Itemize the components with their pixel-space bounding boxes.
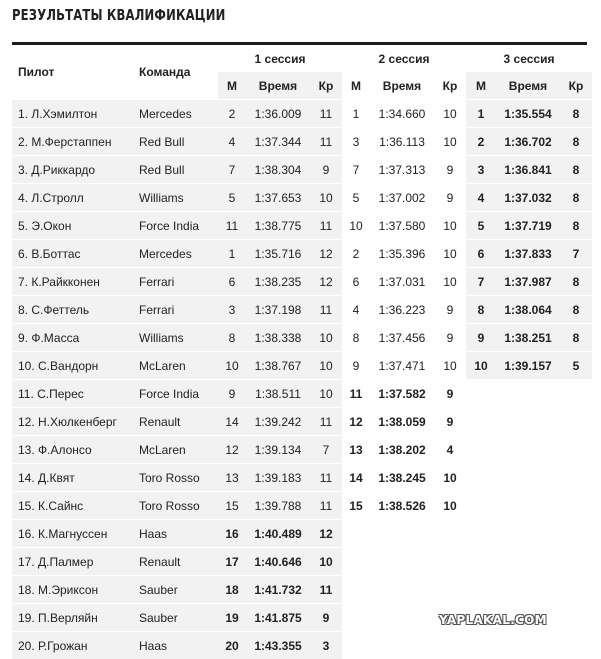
empty-cell [496,491,560,519]
session-1-laps: 11 [310,407,342,435]
table-row [12,575,592,603]
empty-cell [560,379,592,407]
header-team: Команда [139,65,191,79]
session-1-position: 8 [218,323,246,351]
session-1-time: 1:39.242 [246,407,310,435]
session-3-position: 2 [466,127,496,155]
session-2-laps: 9 [434,155,466,183]
session-2-position: 2 [342,239,370,267]
session-3-time: 1:37.032 [496,183,560,211]
session-1-laps: 10 [310,379,342,407]
session-2-laps: 9 [434,323,466,351]
session-3-position: 7 [466,267,496,295]
empty-cell [466,491,496,519]
session-2-position: 1 [342,99,370,127]
session-1-laps: 12 [310,239,342,267]
session-2-laps: 10 [434,491,466,519]
table-row [12,491,592,519]
header-session-2: 2 сессия [378,51,430,66]
session-2-position: 12 [342,407,370,435]
header-pos: М [351,78,361,93]
team-name: Toro Rosso [133,491,218,519]
team-name: Mercedes [133,99,218,127]
team-name: Williams [133,183,218,211]
session-1-time: 1:39.788 [246,491,310,519]
session-1-laps: 10 [310,183,342,211]
empty-cell [560,603,592,631]
session-2-time: 1:37.471 [370,351,434,379]
qualifying-results-table [12,45,592,659]
table-row [12,435,592,463]
pilot-name: 7. К.Райкконен [12,267,133,295]
session-3-laps: 8 [560,155,592,183]
empty-cell [466,575,496,603]
session-1-laps: 11 [310,211,342,239]
session-1-laps: 10 [310,351,342,379]
pilot-name: 4. Л.Стролл [12,183,133,211]
session-2-time: 1:37.580 [370,211,434,239]
empty-cell [342,575,370,603]
header-laps: Кр [310,72,342,99]
session-2-position: 7 [342,155,370,183]
empty-cell [342,603,370,631]
session-2-position: 15 [342,491,370,519]
empty-cell [466,631,496,659]
session-1-position: 12 [218,435,246,463]
session-2-position: 8 [342,323,370,351]
session-1-time: 1:39.134 [246,435,310,463]
session-3-position: 4 [466,183,496,211]
session-2-time: 1:35.396 [370,239,434,267]
empty-cell [370,575,434,603]
session-1-time: 1:41.875 [246,603,310,631]
session-2-laps: 9 [434,295,466,323]
session-1-position: 14 [218,407,246,435]
session-1-time: 1:41.732 [246,575,310,603]
session-1-position: 2 [218,99,246,127]
session-3-laps: 8 [560,211,592,239]
session-2-laps: 4 [434,435,466,463]
table-row [12,211,592,239]
session-3-laps: 8 [560,323,592,351]
session-3-laps: 5 [560,351,592,379]
session-2-laps: 10 [434,463,466,491]
table-row [12,155,592,183]
session-1-laps: 9 [310,603,342,631]
team-name: McLaren [133,351,218,379]
session-2-time: 1:38.202 [370,435,434,463]
session-3-time: 1:35.554 [496,99,560,127]
session-3-time: 1:38.251 [496,323,560,351]
session-2-time: 1:38.245 [370,463,434,491]
session-1-position: 7 [218,155,246,183]
table-row [12,267,592,295]
empty-cell [370,631,434,659]
session-1-position: 10 [218,351,246,379]
table-row [12,323,592,351]
empty-cell [496,547,560,575]
pilot-name: 18. М.Эриксон [12,575,133,603]
session-3-time: 1:37.833 [496,239,560,267]
session-3-position: 6 [466,239,496,267]
team-name: Sauber [133,603,218,631]
session-1-position: 16 [218,519,246,547]
empty-cell [466,463,496,491]
session-1-position: 15 [218,491,246,519]
session-2-time: 1:36.223 [370,295,434,323]
empty-cell [434,547,466,575]
session-1-time: 1:37.653 [246,183,310,211]
session-1-time: 1:38.767 [246,351,310,379]
session-3-time: 1:38.064 [496,295,560,323]
session-1-position: 3 [218,295,246,323]
session-1-laps: 11 [310,127,342,155]
table-row [12,351,592,379]
table-row [12,183,592,211]
header-row-sessions [12,45,592,72]
table-row [12,295,592,323]
pilot-name: 15. К.Сайнс [12,491,133,519]
team-name: Mercedes [133,239,218,267]
empty-cell [466,519,496,547]
pilot-name: 16. К.Магнуссен [12,519,133,547]
team-name: Ferrari [133,295,218,323]
session-2-laps: 10 [434,239,466,267]
session-1-laps: 3 [310,631,342,659]
pilot-name: 5. Э.Окон [12,211,133,239]
session-3-laps: 7 [560,239,592,267]
pilot-name: 20. Р.Грожан [12,631,133,659]
session-1-laps: 12 [310,267,342,295]
session-3-laps: 8 [560,295,592,323]
team-name: Sauber [133,575,218,603]
session-2-time: 1:37.031 [370,267,434,295]
header-laps: Кр [560,72,592,99]
table-row [12,407,592,435]
team-name: Toro Rosso [133,463,218,491]
session-1-position: 6 [218,267,246,295]
pilot-name: 9. Ф.Масса [12,323,133,351]
team-name: Haas [133,519,218,547]
session-2-time: 1:37.313 [370,155,434,183]
session-2-position: 6 [342,267,370,295]
session-1-time: 1:35.716 [246,239,310,267]
session-1-position: 9 [218,379,246,407]
session-2-laps: 10 [434,351,466,379]
empty-cell [560,575,592,603]
session-2-position: 10 [342,211,370,239]
header-time: Время [496,72,560,99]
session-2-position: 5 [342,183,370,211]
empty-cell [560,407,592,435]
team-name: Force India [133,379,218,407]
session-1-position: 17 [218,547,246,575]
session-2-position: 3 [342,127,370,155]
team-name: Red Bull [133,155,218,183]
session-1-laps: 9 [310,155,342,183]
team-name: Haas [133,631,218,659]
session-3-time: 1:36.702 [496,127,560,155]
session-1-time: 1:38.304 [246,155,310,183]
session-2-laps: 9 [434,407,466,435]
session-1-position: 13 [218,463,246,491]
empty-cell [466,407,496,435]
session-1-time: 1:39.183 [246,463,310,491]
session-1-time: 1:40.489 [246,519,310,547]
watermark: YAPLAKAL.COM [439,613,547,627]
table-row [12,239,592,267]
pilot-name: 13. Ф.Алонсо [12,435,133,463]
session-1-position: 19 [218,603,246,631]
empty-cell [466,547,496,575]
pilot-name: 17. Д.Палмер [12,547,133,575]
session-2-laps: 10 [434,267,466,295]
session-3-laps: 8 [560,183,592,211]
team-name: McLaren [133,435,218,463]
table-row [12,463,592,491]
team-name: Renault [133,547,218,575]
table-row [12,127,592,155]
pilot-name: 2. М.Ферстаппен [12,127,133,155]
session-1-time: 1:36.009 [246,99,310,127]
team-name: Red Bull [133,127,218,155]
header-pos: М [466,72,496,99]
pilot-name: 19. П.Верляйн [12,603,133,631]
session-3-time: 1:37.719 [496,211,560,239]
session-2-position: 14 [342,463,370,491]
session-1-laps: 11 [310,491,342,519]
empty-cell [496,575,560,603]
empty-cell [496,519,560,547]
session-2-position: 9 [342,351,370,379]
session-2-laps: 9 [434,183,466,211]
header-pos: М [218,72,246,99]
session-2-time: 1:37.002 [370,183,434,211]
pilot-name: 10. С.Вандорн [12,351,133,379]
pilot-name: 12. Н.Хюлкенберг [12,407,133,435]
session-3-time: 1:36.841 [496,155,560,183]
empty-cell [434,575,466,603]
session-1-laps: 10 [310,547,342,575]
empty-cell [560,435,592,463]
pilot-name: 14. Д.Квят [12,463,133,491]
session-1-position: 1 [218,239,246,267]
session-3-laps: 8 [560,267,592,295]
empty-cell [560,519,592,547]
empty-cell [370,603,434,631]
session-2-time: 1:38.059 [370,407,434,435]
session-1-time: 1:43.355 [246,631,310,659]
header-session-1: 1 сессия [254,51,306,66]
session-1-time: 1:38.338 [246,323,310,351]
session-2-laps: 10 [434,99,466,127]
table-row [12,519,592,547]
empty-cell [370,519,434,547]
session-1-time: 1:38.511 [246,379,310,407]
team-name: Williams [133,323,218,351]
session-2-time: 1:38.526 [370,491,434,519]
session-1-position: 4 [218,127,246,155]
empty-cell [342,519,370,547]
table-row [12,379,592,407]
session-1-laps: 12 [310,519,342,547]
session-3-time: 1:37.987 [496,267,560,295]
header-laps: Кр [442,78,458,93]
session-2-time: 1:37.456 [370,323,434,351]
session-2-time: 1:36.113 [370,127,434,155]
header-time: Время [246,72,310,99]
header-session-3: 3 сессия [503,51,555,66]
session-2-laps: 10 [434,211,466,239]
session-3-position: 8 [466,295,496,323]
session-2-position: 4 [342,295,370,323]
pilot-name: 8. С.Феттель [12,295,133,323]
empty-cell [496,435,560,463]
empty-cell [560,463,592,491]
session-2-position: 13 [342,435,370,463]
pilot-name: 3. Д.Риккардо [12,155,133,183]
empty-cell [496,379,560,407]
session-1-position: 18 [218,575,246,603]
empty-cell [434,631,466,659]
session-3-position: 3 [466,155,496,183]
table-row [12,99,592,127]
empty-cell [496,463,560,491]
session-1-position: 5 [218,183,246,211]
pilot-name: 11. С.Перес [12,379,133,407]
session-3-laps: 8 [560,127,592,155]
table-row [12,547,592,575]
session-1-laps: 11 [310,575,342,603]
empty-cell [434,519,466,547]
session-3-laps: 8 [560,99,592,127]
session-1-time: 1:38.235 [246,267,310,295]
session-3-time: 1:39.157 [496,351,560,379]
empty-cell [466,435,496,463]
session-2-position: 11 [342,379,370,407]
pilot-name: 6. В.Боттас [12,239,133,267]
page-title: РЕЗУЛЬТАТЫ КВАЛИФИКАЦИИ [12,6,226,24]
empty-cell [466,379,496,407]
session-1-time: 1:40.646 [246,547,310,575]
team-name: Renault [133,407,218,435]
results-body [12,99,592,659]
header-pilot: Пилот [18,65,55,79]
empty-cell [342,631,370,659]
header-time: Время [382,78,422,93]
empty-cell [496,407,560,435]
session-3-position: 5 [466,211,496,239]
session-3-position: 10 [466,351,496,379]
session-2-laps: 10 [434,127,466,155]
session-1-position: 11 [218,211,246,239]
empty-cell [560,491,592,519]
empty-cell [560,547,592,575]
empty-cell [342,547,370,575]
team-name: Force India [133,211,218,239]
session-1-time: 1:37.198 [246,295,310,323]
session-1-time: 1:37.344 [246,127,310,155]
session-2-time: 1:37.582 [370,379,434,407]
session-2-time: 1:34.660 [370,99,434,127]
session-1-laps: 10 [310,323,342,351]
session-3-position: 9 [466,323,496,351]
empty-cell [496,631,560,659]
team-name: Ferrari [133,267,218,295]
session-2-laps: 9 [434,379,466,407]
session-1-time: 1:38.775 [246,211,310,239]
empty-cell [370,547,434,575]
table-row [12,631,592,659]
session-1-laps: 11 [310,99,342,127]
pilot-name: 1. Л.Хэмилтон [12,99,133,127]
empty-cell [560,631,592,659]
session-1-laps: 11 [310,295,342,323]
session-1-laps: 11 [310,463,342,491]
session-1-laps: 7 [310,435,342,463]
session-1-position: 20 [218,631,246,659]
session-3-position: 1 [466,99,496,127]
